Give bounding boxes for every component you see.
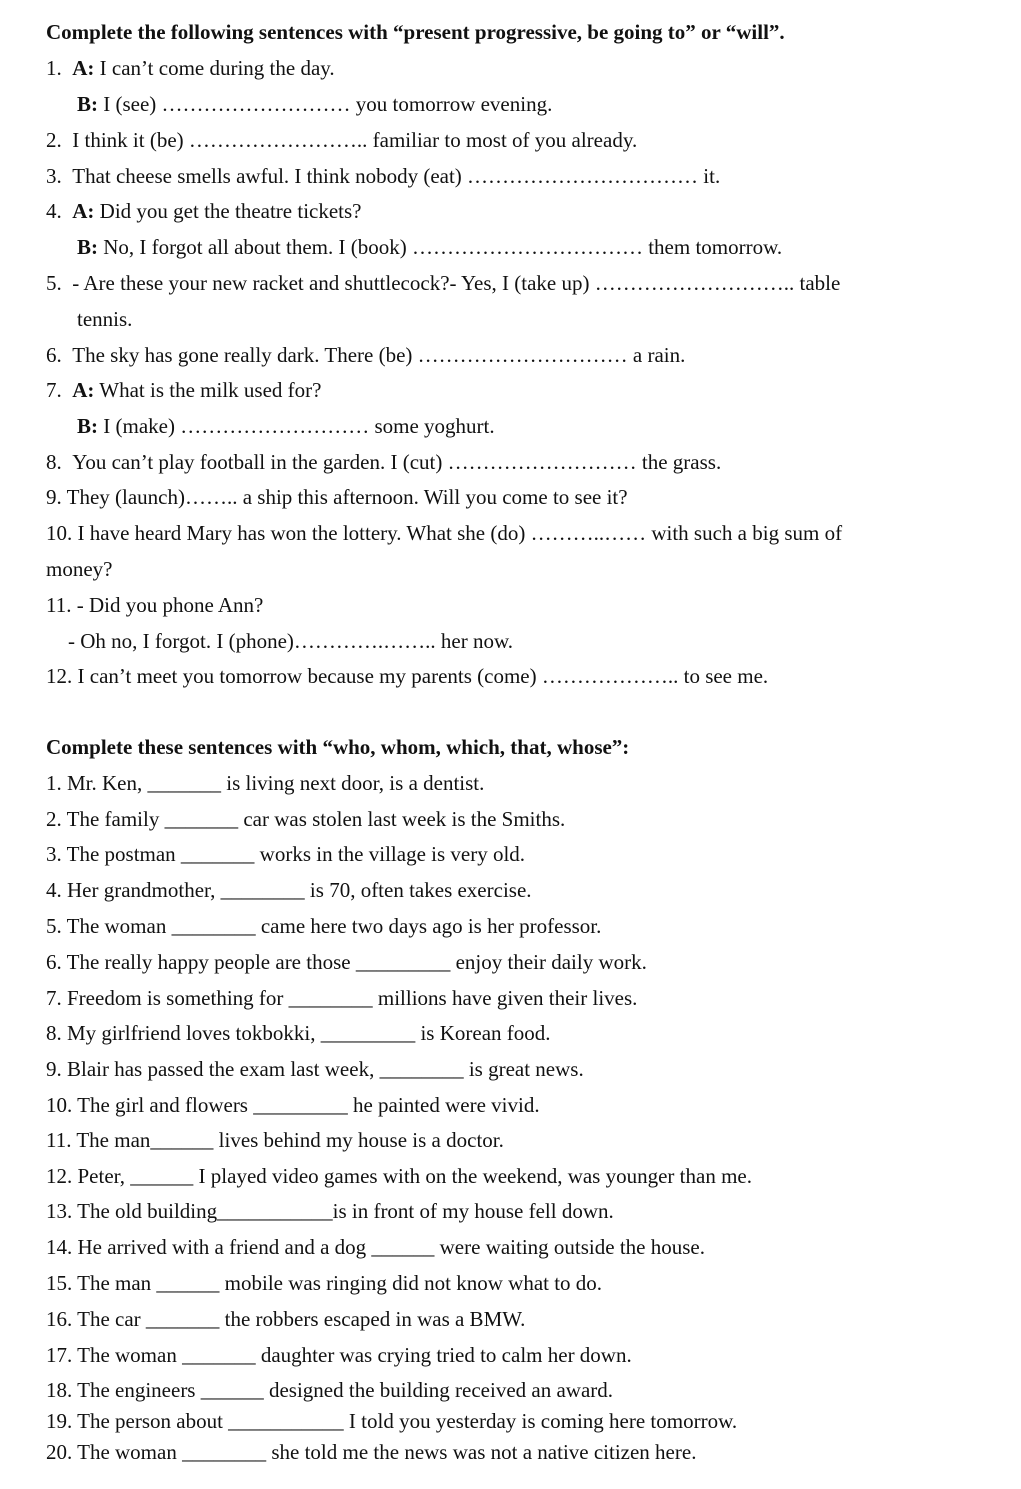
exercise-line: 9. They (launch)…….. a ship this afternoon. Will you come to see it? xyxy=(46,485,628,509)
exercise-line: 3. That cheese smells awful. I think nobody (eat) …………………………… it. xyxy=(46,164,721,188)
exercise-line: B: No, I forgot all about them. I (book) …………………………… them tomorrow. xyxy=(77,235,783,259)
exercise-line: 16. The car _______ the robbers escaped in was a BMW. xyxy=(46,1307,526,1331)
exercise-line: 4. A: Did you get the theatre tickets? xyxy=(46,199,362,223)
exercise-line: 2. The family _______ car was stolen last week is the Smiths. xyxy=(46,807,566,831)
exercise-line: 7. A: What is the milk used for? xyxy=(46,378,322,402)
section1-heading: Complete the following sentences with “present progressive, be going to” or “will”. xyxy=(46,20,785,44)
exercise-line: 1. Mr. Ken, _______ is living next door, is a dentist. xyxy=(46,771,485,795)
exercise-line: 7. Freedom is something for ________ millions have given their lives. xyxy=(46,986,638,1010)
exercise-line: 6. The sky has gone really dark. There (be) ………………………… a rain. xyxy=(46,343,686,367)
exercise-line: 17. The woman _______ daughter was crying tried to calm her down. xyxy=(46,1343,632,1367)
exercise-line: - Oh no, I forgot. I (phone)………….…….. her now. xyxy=(68,629,514,653)
exercise-line: 18. The engineers ______ designed the building received an award. xyxy=(46,1378,614,1402)
exercise-line: 12. Peter, ______ I played video games with on the weekend, was younger than me. xyxy=(46,1164,752,1188)
exercise-line: 10. The girl and flowers _________ he painted were vivid. xyxy=(46,1093,540,1117)
exercise-line: tennis. xyxy=(77,307,133,331)
exercise-line: 8. My girlfriend loves tokbokki, _________ is Korean food. xyxy=(46,1021,551,1045)
exercise-line: 13. The old building___________is in front of my house fell down. xyxy=(46,1199,614,1223)
exercise-line: money? xyxy=(46,557,113,581)
exercise-line: 19. The person about ___________ I told you yesterday is coming here tomorrow. xyxy=(46,1409,738,1433)
exercise-line: 9. Blair has passed the exam last week, ________ is great news. xyxy=(46,1057,584,1081)
exercise-line: 8. You can’t play football in the garden. I (cut) ……………………… the grass. xyxy=(46,450,722,474)
exercise-line: 10. I have heard Mary has won the lottery. What she (do) ………..…… with such a big sum of xyxy=(46,521,843,545)
exercise-line: B: I (make) ……………………… some yoghurt. xyxy=(77,414,495,438)
exercise-line: 11. The man______ lives behind my house is a doctor. xyxy=(46,1128,504,1152)
exercise-line: 2. I think it (be) …………………….. familiar to most of you already. xyxy=(46,128,638,152)
exercise-line: 12. I can’t meet you tomorrow because my parents (come) ……………….. to see me. xyxy=(46,664,769,688)
exercise-line: 5. - Are these your new racket and shuttlecock?- Yes, I (take up) ……………………….. table xyxy=(46,271,841,295)
exercise-line: 14. He arrived with a friend and a dog ______ were waiting outside the house. xyxy=(46,1235,705,1259)
exercise-line: 3. The postman _______ works in the village is very old. xyxy=(46,842,526,866)
exercise-line: 20. The woman ________ she told me the news was not a native citizen here. xyxy=(46,1440,697,1464)
section2-heading: Complete these sentences with “who, whom, which, that, whose”: xyxy=(46,735,630,759)
exercise-line: 4. Her grandmother, ________ is 70, often takes exercise. xyxy=(46,878,532,902)
exercise-line: 15. The man ______ mobile was ringing did not know what to do. xyxy=(46,1271,603,1295)
exercise-line: B: I (see) ……………………… you tomorrow evening. xyxy=(77,92,553,116)
exercise-line: 1. A: I can’t come during the day. xyxy=(46,56,335,80)
exercise-line: 11. - Did you phone Ann? xyxy=(46,593,264,617)
exercise-line: 5. The woman ________ came here two days ago is her professor. xyxy=(46,914,602,938)
exercise-line: 6. The really happy people are those _________ enjoy their daily work. xyxy=(46,950,647,974)
